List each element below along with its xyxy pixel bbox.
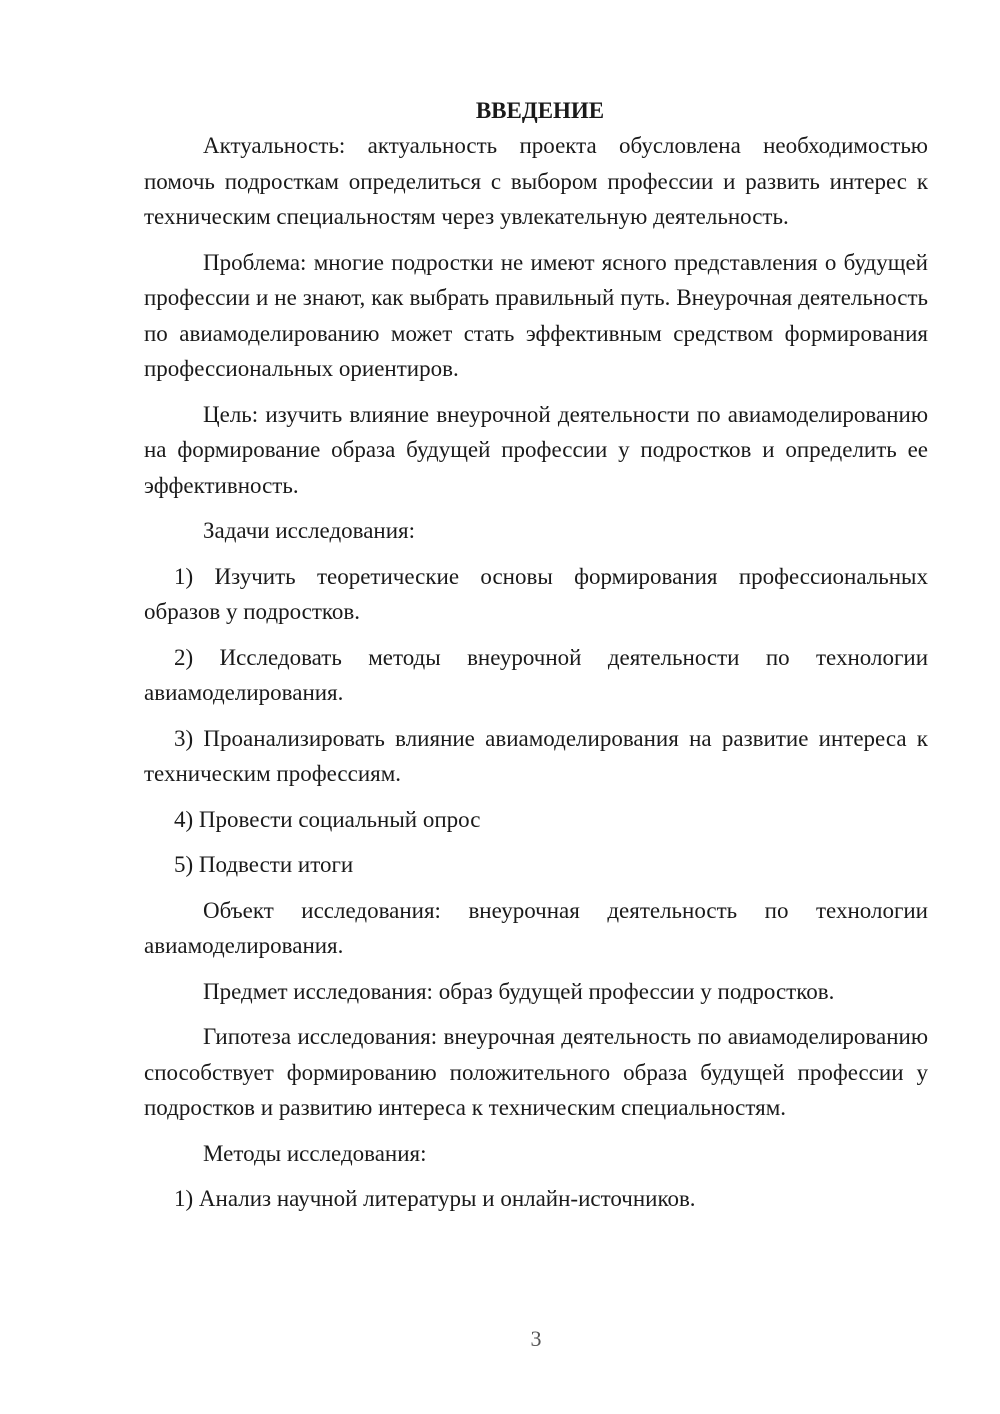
page-number: 3	[530, 1326, 542, 1351]
task-item-2: 2) Исследовать методы внеурочной деятельности по технологии авиамоделирования.	[144, 644, 928, 705]
problem-paragraph: Проблема: многие подростки не имеют ясного представления о будущей профессии и не знают, как выбрать правильный путь. Внеурочная деятельность по авиамоделированию может стать эффективным средством формирования профессиональных ориентиров.	[144, 249, 928, 381]
section-heading: ВВЕДЕНИЕ	[475, 98, 605, 123]
relevance-paragraph: Актуальность: актуальность проекта обусловлена необходимостью помочь подросткам определиться с выбором профессии и развить интерес к техническим специальностям через увлекательную деятельность.	[144, 133, 928, 229]
subject-paragraph: Предмет исследования: образ будущей профессии у подростков.	[203, 978, 835, 1004]
goal-paragraph: Цель: изучить влияние внеурочной деятельности по авиамоделированию на формирование образа будущей профессии у подростков и определить ее эффективность.	[144, 401, 928, 498]
task-item-3: 3) Проанализировать влияние авиамоделирования на развитие интереса к техническим профессиям.	[144, 725, 928, 786]
task-item-4: 4) Провести социальный опрос	[174, 806, 481, 832]
task-item-5: 5) Подвести итоги	[174, 852, 354, 877]
document-page	[144, 88, 928, 1227]
task-item-1: 1) Изучить теоретические основы формирования профессиональных образов у подростков.	[144, 563, 928, 624]
methods-title: Методы исследования:	[203, 1140, 427, 1166]
object-paragraph: Объект исследования: внеурочная деятельность по технологии авиамоделирования.	[144, 897, 928, 958]
method-item-1: 1) Анализ научной литературы и онлайн-источников.	[174, 1186, 696, 1211]
hypothesis-paragraph: Гипотеза исследования: внеурочная деятельность по авиамоделированию способствует формированию положительного образа будущей профессии у подростков и развитию интереса к техническим специальностям.	[144, 1024, 928, 1120]
tasks-title: Задачи исследования:	[203, 518, 416, 543]
